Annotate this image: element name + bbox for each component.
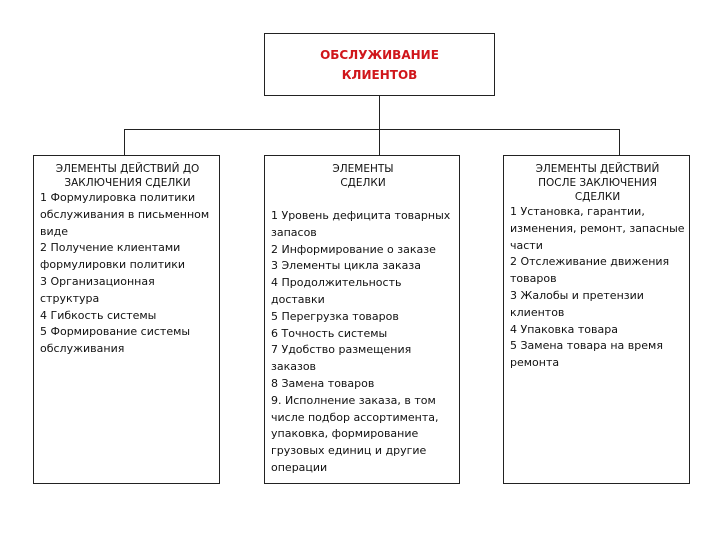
list-item: 3 Организационная структура bbox=[40, 274, 155, 305]
root-node bbox=[264, 33, 495, 96]
list-item: 1 Уровень дефицита товарных запасов bbox=[271, 209, 451, 239]
column-deal bbox=[264, 155, 460, 484]
connector-col-3 bbox=[619, 129, 620, 155]
column-title: ЭЛЕМЕНТЫ СДЕЛКИ bbox=[332, 163, 394, 189]
list-item: 8 Замена товаров bbox=[271, 376, 375, 390]
list-item: 5 Формирование системы обслуживания bbox=[40, 325, 191, 356]
list-item: 3 Элементы цикла заказа bbox=[271, 259, 421, 273]
list-item: 7 Удобство размещения заказов bbox=[271, 343, 412, 374]
column-title: ЭЛЕМЕНТЫ ДЕЙСТВИЙ ДО ЗАКЛЮЧЕНИЯ СДЕЛКИ bbox=[55, 163, 200, 189]
list-item: 3 Жалобы и претензии клиентов bbox=[510, 288, 644, 319]
column-after-deal bbox=[503, 155, 690, 484]
list-item: 5 Перегрузка товаров bbox=[271, 309, 399, 323]
connector-col-1 bbox=[124, 129, 125, 155]
item-list bbox=[510, 204, 685, 372]
column-title: ЭЛЕМЕНТЫ ДЕЙСТВИЙ ПОСЛЕ ЗАКЛЮЧЕНИЯ СДЕЛКИ bbox=[535, 163, 660, 203]
connector-col-2 bbox=[379, 129, 380, 155]
list-item: 2 Отслеживание движения товаров bbox=[510, 255, 670, 286]
root-title: ОБСЛУЖИВАНИЕ КЛИЕНТОВ bbox=[320, 47, 439, 82]
list-item: 1 Формулировка политики обслуживания в письменном виде bbox=[40, 191, 210, 238]
list-item: 4 Гибкость системы bbox=[40, 308, 157, 322]
list-item: 6 Точность системы bbox=[271, 326, 388, 340]
list-item: 9. Исполнение заказа, в том числе подбор ассортимента, упаковка, формирование грузовых единиц и другие операции bbox=[271, 393, 439, 474]
column-before-deal bbox=[33, 155, 220, 484]
list-item: 2 Получение клиентами формулировки политики bbox=[40, 241, 186, 272]
connector-root-down bbox=[379, 96, 380, 129]
list-item: 4 Упаковка товара bbox=[510, 322, 618, 336]
item-list bbox=[40, 190, 215, 358]
list-item: 1 Установка, гарантии, изменения, ремонт, запасные части bbox=[510, 205, 685, 252]
list-item: 2 Информирование о заказе bbox=[271, 242, 436, 256]
list-item: 5 Замена товара на время ремонта bbox=[510, 339, 663, 370]
connector-horizontal bbox=[124, 129, 620, 130]
item-list bbox=[271, 208, 455, 477]
list-item: 4 Продолжительность доставки bbox=[271, 276, 402, 306]
